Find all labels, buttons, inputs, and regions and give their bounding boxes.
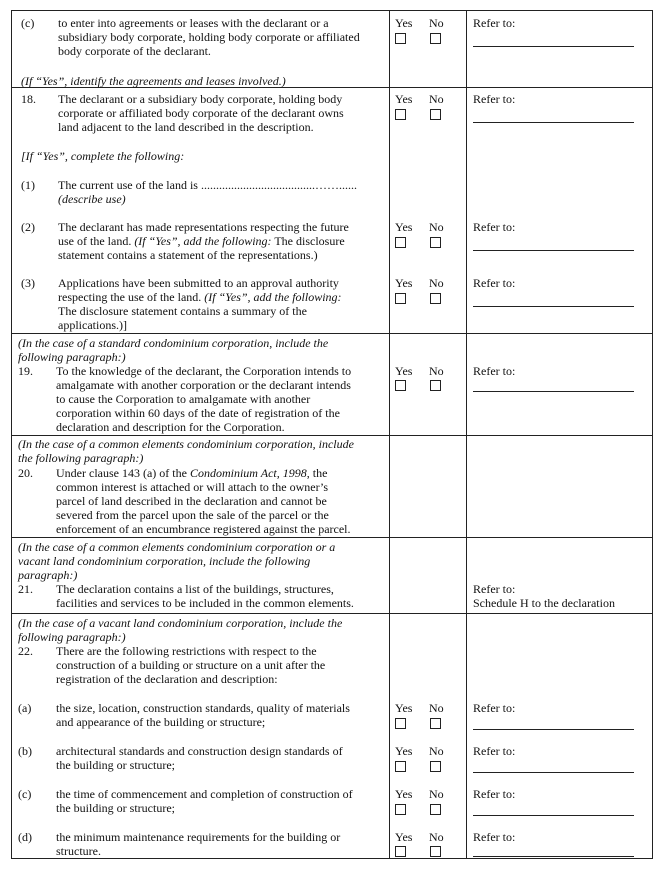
subitem-number: (2) — [21, 220, 35, 234]
refer-to-label: Refer to: — [473, 276, 516, 290]
instruction-note: [If “Yes”, complete the following: — [21, 149, 185, 163]
yes-label: Yes — [395, 830, 413, 844]
subitem-text-line: the minimum maintenance requirements for the building or — [56, 830, 341, 844]
no-checkbox[interactable] — [430, 804, 441, 815]
no-label: No — [429, 276, 444, 290]
instruction-note: (If “Yes”, identify the agreements and leases involved.) — [21, 74, 286, 88]
refer-to-field[interactable] — [473, 46, 634, 47]
yes-label: Yes — [395, 220, 413, 234]
no-label: No — [429, 220, 444, 234]
item-number: 18. — [21, 92, 36, 106]
section-heading: following paragraph:) — [18, 630, 126, 644]
disclosure-form-table — [11, 10, 653, 859]
yes-checkbox[interactable] — [395, 380, 406, 391]
refer-to-label: Refer to: — [473, 16, 516, 30]
text-run: The disclosure — [271, 234, 345, 248]
no-checkbox[interactable] — [430, 761, 441, 772]
yes-checkbox[interactable] — [395, 846, 406, 857]
yes-label: Yes — [395, 744, 413, 758]
subitem-number: (3) — [21, 276, 35, 290]
refer-to-field[interactable] — [473, 815, 634, 816]
item-text-line: severed from the parcel upon the sale of the parcel or the — [56, 508, 329, 522]
no-label: No — [429, 701, 444, 715]
item-number: 20. — [18, 466, 33, 480]
yes-label: Yes — [395, 276, 413, 290]
refer-to-label: Refer to: — [473, 92, 516, 106]
subitem-number: (a) — [18, 701, 32, 715]
no-label: No — [429, 744, 444, 758]
yes-checkbox[interactable] — [395, 237, 406, 248]
item-text-line: To the knowledge of the declarant, the Corporation intends to — [56, 364, 352, 378]
section-heading: (In the case of a common elements condominium corporation, include — [18, 437, 354, 451]
subitem-number: (d) — [18, 830, 32, 844]
subitem-text-line: the time of commencement and completion of construction of — [56, 787, 353, 801]
act-title: Condominium Act, 1998 — [189, 466, 307, 480]
section-heading: (In the case of a vacant land condominium corporation, include the — [18, 616, 343, 630]
item-text-line: corporate or affiliated body corporate of the declarant owns — [58, 106, 344, 120]
item-text-line: declaration and description for the Corporation. — [56, 420, 285, 434]
schedule-reference: Schedule H to the declaration — [473, 596, 615, 610]
subitem-text-line: and appearance of the building or structure; — [56, 715, 266, 729]
yes-checkbox[interactable] — [395, 109, 406, 120]
item-text-line: facilities and services to be included in the common elements. — [56, 596, 354, 610]
item-number: 21. — [18, 582, 33, 596]
row-amalgamation — [11, 334, 653, 436]
item-text-line: to enter into agreements or leases with the declarant or a — [58, 16, 329, 30]
no-checkbox[interactable] — [430, 237, 441, 248]
subitem-text-line: applications.)] — [58, 318, 127, 332]
row-adjacent-land — [11, 88, 653, 334]
refer-to-label: Refer to: — [473, 701, 516, 715]
yes-label: Yes — [395, 364, 413, 378]
item-text-line: enforcement of an encumbrance registered against the parcel. — [56, 522, 351, 536]
refer-to-field[interactable] — [473, 122, 634, 123]
item-text-line: amalgamate with another corporation or the declarant intends — [56, 378, 351, 392]
refer-to-field[interactable] — [473, 772, 634, 773]
item-text-line: common interest is attached or will attach to the owner’s — [56, 480, 329, 494]
item-number: (c) — [21, 16, 35, 30]
refer-to-label: Refer to: — [473, 744, 516, 758]
section-heading: (In the case of a common elements condominium corporation or a — [18, 540, 336, 554]
no-label: No — [429, 16, 444, 30]
item-text-line: parcel of land described in the declaration and cannot be — [56, 494, 327, 508]
item-text-line: land adjacent to the land described in the description. — [58, 120, 314, 134]
subitem-text-line: The declarant has made representations respecting the future — [58, 220, 349, 234]
item-text-line: The declarant or a subsidiary body corporate, holding body — [58, 92, 343, 106]
refer-to-label: Refer to: — [473, 830, 516, 844]
no-checkbox[interactable] — [430, 846, 441, 857]
subitem-text-line: the building or structure; — [56, 758, 175, 772]
refer-to-field[interactable] — [473, 856, 634, 857]
yes-checkbox[interactable] — [395, 761, 406, 772]
subitem-text-line: architectural standards and construction design standards of — [56, 744, 343, 758]
no-label: No — [429, 787, 444, 801]
subitem-text-line: The current use of the land is ......................................……...... — [58, 178, 357, 192]
text-run: respecting the use of the land. — [58, 290, 205, 304]
refer-to-label: Refer to: — [473, 364, 516, 378]
item-text-line: There are the following restrictions with respect to the — [56, 644, 317, 658]
no-checkbox[interactable] — [430, 109, 441, 120]
row-agreements-leases — [11, 10, 653, 88]
item-text-line — [56, 466, 327, 480]
subitem-number: (c) — [18, 787, 32, 801]
item-text-line: subsidiary body corporate, holding body corporate or affiliated — [58, 30, 360, 44]
subitem-text-line: the size, location, construction standards, quality of materials — [56, 701, 350, 715]
row-common-interest — [11, 436, 653, 538]
section-heading: following paragraph:) — [18, 350, 126, 364]
section-heading: the following paragraph:) — [18, 451, 144, 465]
refer-to-label: Refer to: — [473, 582, 516, 596]
refer-to-field[interactable] — [473, 391, 634, 392]
item-text-line: registration of the declaration and description: — [56, 672, 278, 686]
text-run: use of the land. — [58, 234, 135, 248]
yes-checkbox[interactable] — [395, 33, 406, 44]
item-number: 22. — [18, 644, 33, 658]
row-common-elements-list — [11, 538, 653, 614]
subitem-text-line: the building or structure; — [56, 801, 175, 815]
no-checkbox[interactable] — [430, 718, 441, 729]
no-checkbox[interactable] — [430, 293, 441, 304]
refer-to-field[interactable] — [473, 729, 634, 730]
no-label: No — [429, 92, 444, 106]
yes-label: Yes — [395, 787, 413, 801]
subitem-number: (b) — [18, 744, 32, 758]
no-label: No — [429, 364, 444, 378]
subitem-text-line: (describe use) — [58, 192, 126, 206]
subitem-number: (1) — [21, 178, 35, 192]
refer-to-field[interactable] — [473, 306, 634, 307]
text-run-italic: (If “Yes”, add the following: — [204, 290, 342, 304]
no-label: No — [429, 830, 444, 844]
subitem-text-line — [58, 290, 342, 304]
no-checkbox[interactable] — [430, 380, 441, 391]
item-text-line: The declaration contains a list of the buildings, structures, — [56, 582, 334, 596]
item-text-line: to cause the Corporation to amalgamate with another — [56, 392, 311, 406]
item-text-line: construction of a building or structure on a unit after the — [56, 658, 326, 672]
section-heading: (In the case of a standard condominium corporation, include the — [18, 336, 329, 350]
no-checkbox[interactable] — [430, 33, 441, 44]
text-run-italic: (If “Yes”, add the following: — [134, 234, 272, 248]
row-construction-restrictions — [11, 614, 653, 859]
item-number: 19. — [18, 364, 33, 378]
section-heading: paragraph:) — [18, 568, 78, 582]
refer-to-label: Refer to: — [473, 220, 516, 234]
subitem-text-line: The disclosure statement contains a summary of the — [58, 304, 307, 318]
yes-checkbox[interactable] — [395, 293, 406, 304]
item-text-line: corporation within 60 days of the date of registration of the — [56, 406, 340, 420]
yes-label: Yes — [395, 92, 413, 106]
yes-checkbox[interactable] — [395, 718, 406, 729]
subitem-text-line — [58, 234, 345, 248]
subitem-text-line: statement contains a statement of the representations.) — [58, 248, 318, 262]
refer-to-label: Refer to: — [473, 787, 516, 801]
subitem-text-line: Applications have been submitted to an approval authority — [58, 276, 339, 290]
section-heading: vacant land condominium corporation, include the following — [18, 554, 311, 568]
yes-label: Yes — [395, 701, 413, 715]
text-run: Under clause 143 (a) of the — [56, 466, 190, 480]
text-run: , the — [306, 466, 328, 480]
yes-checkbox[interactable] — [395, 804, 406, 815]
item-text-line: body corporate of the declarant. — [58, 44, 211, 58]
subitem-text-line: structure. — [56, 844, 101, 858]
yes-label: Yes — [395, 16, 413, 30]
refer-to-field[interactable] — [473, 250, 634, 251]
